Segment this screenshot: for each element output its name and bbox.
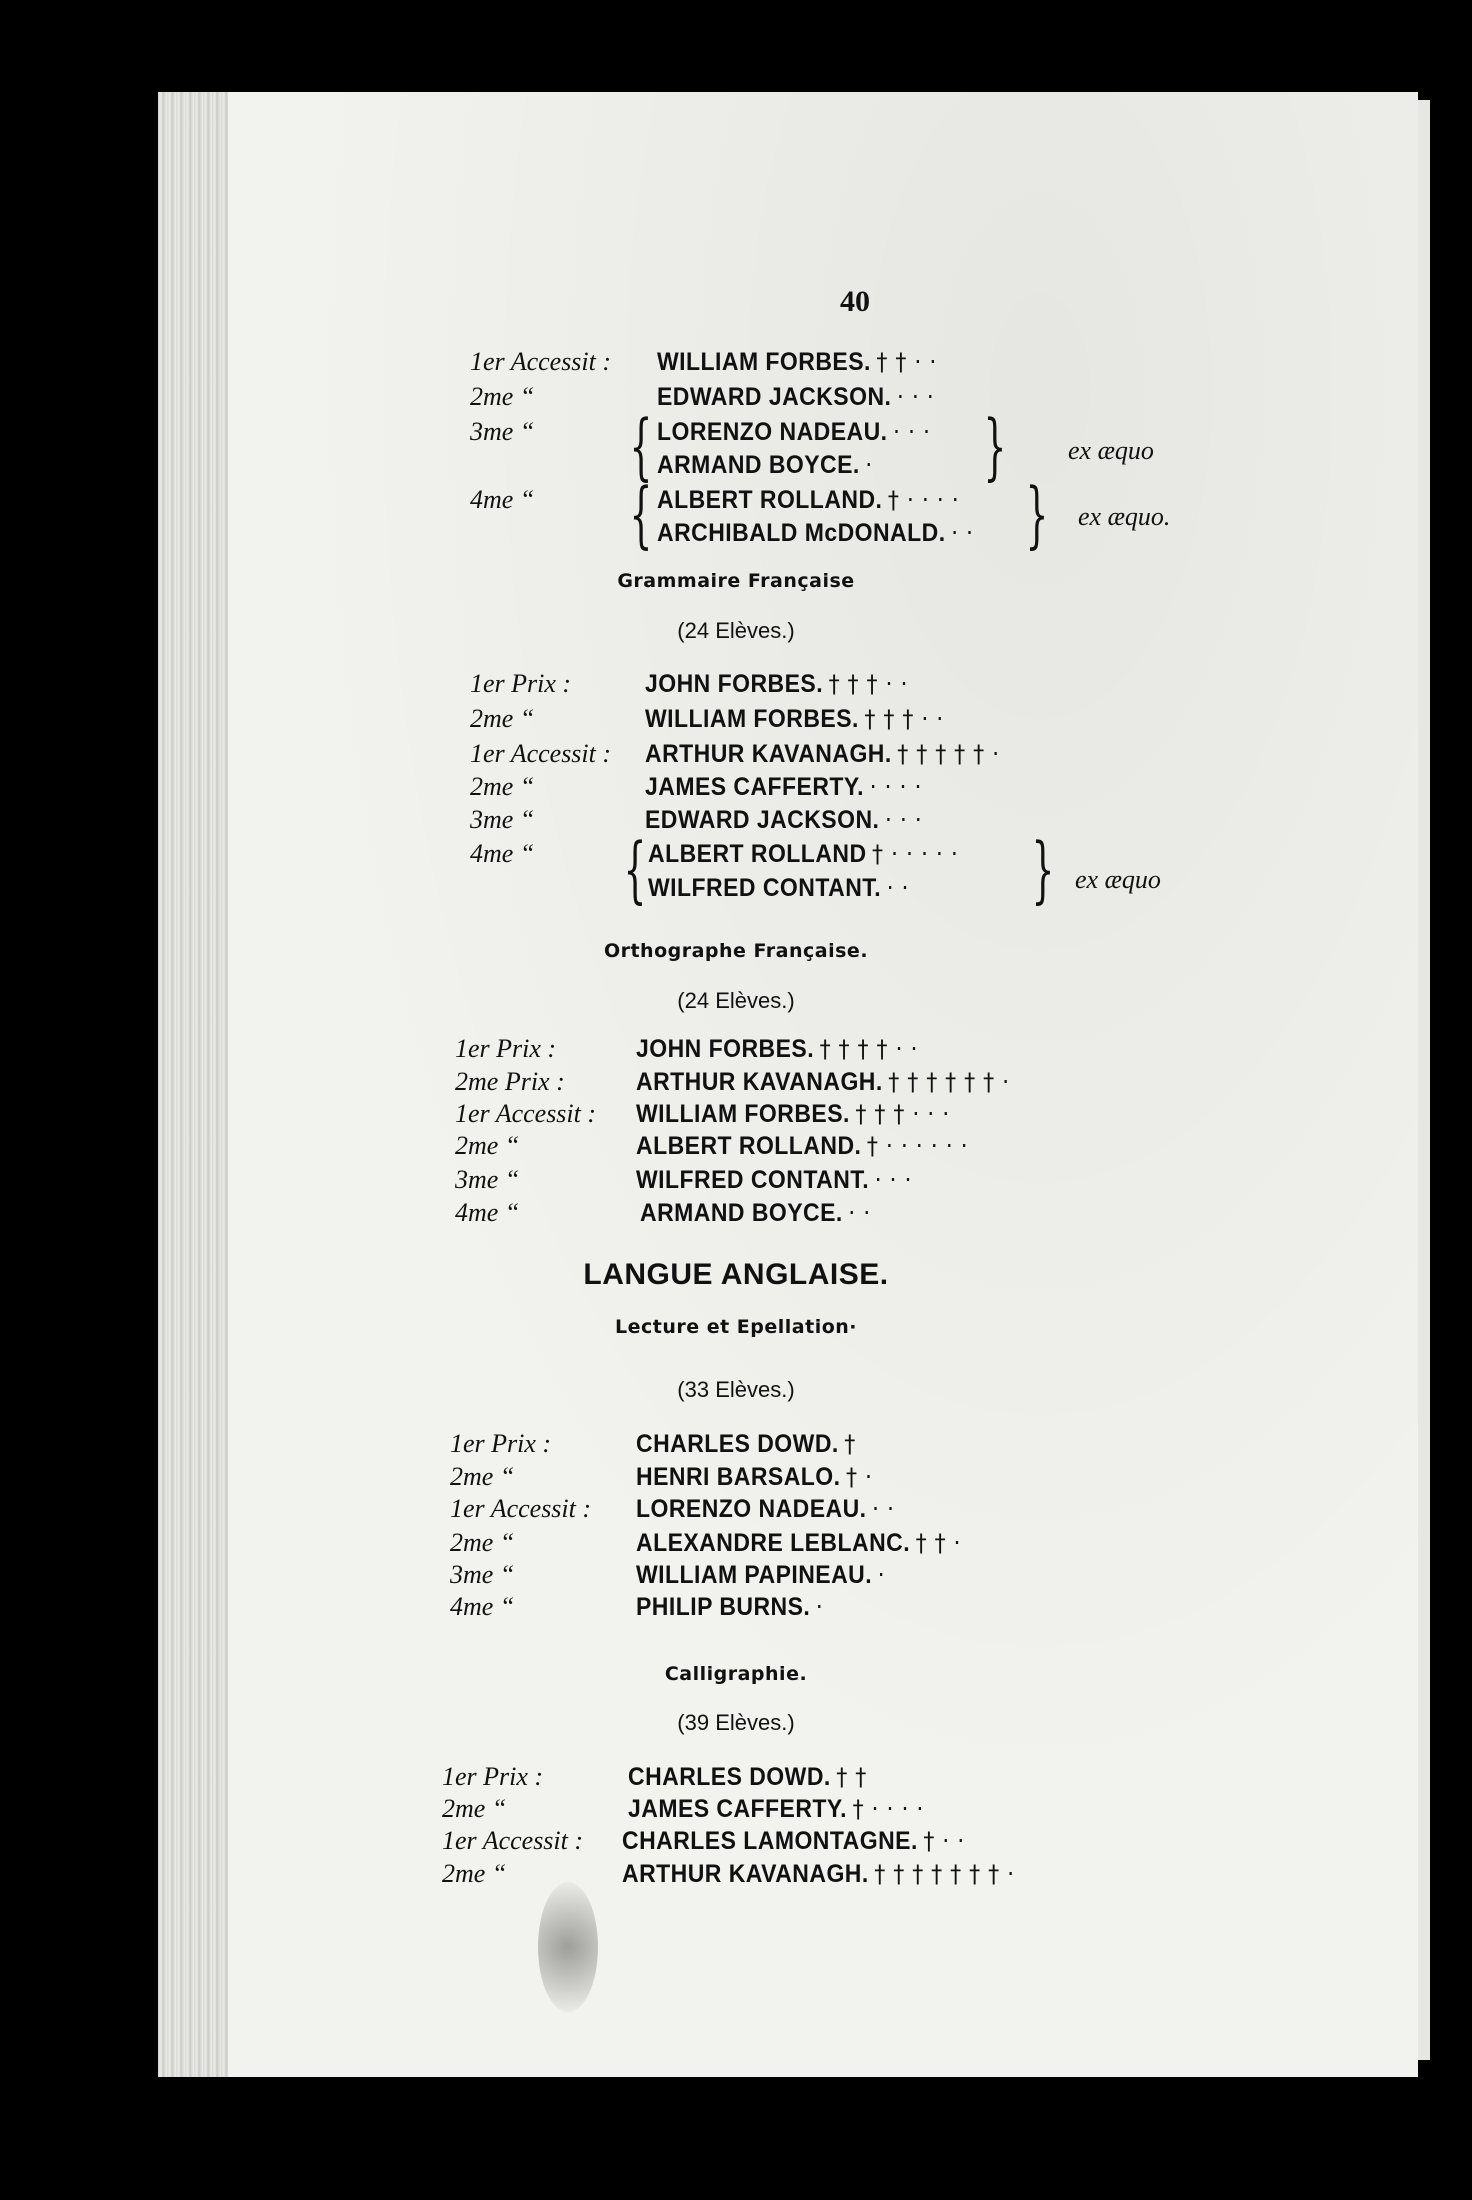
rank-label: 3me “ — [470, 417, 535, 446]
student-name: ARTHUR KAVANAGH. † † † † † † † · — [622, 1860, 1015, 1888]
student-name: ALEXANDRE LEBLANC. † † · — [636, 1529, 962, 1557]
merit-marks: · · · · — [869, 773, 922, 801]
merit-marks: † † † † † · — [897, 740, 1000, 768]
student-name: CHARLES DOWD. † † — [628, 1763, 867, 1791]
merit-marks: · · · — [893, 418, 931, 446]
student-name: EDWARD JACKSON. · · · — [645, 806, 923, 834]
rank-label: 1er Accessit : — [450, 1494, 592, 1523]
adjacent-page-edge — [1418, 100, 1430, 2060]
student-name: WILLIAM FORBES. † † † · · · — [636, 1100, 950, 1128]
merit-marks: · · — [848, 1199, 871, 1227]
student-name: JOHN FORBES. † † † · · — [645, 670, 908, 698]
ex-aequo-note: ex æquo — [1075, 865, 1161, 894]
student-name: ALBERT ROLLAND. † · · · · — [657, 486, 960, 514]
student-name: ALBERT ROLLAND † · · · · · — [648, 840, 959, 868]
rank-label: 2me “ — [450, 1528, 515, 1557]
section-heading-calligraphie: Calligraphie. — [664, 1663, 808, 1685]
student-name: WILLIAM FORBES. † † † · · — [645, 705, 944, 733]
rank-label: 3me “ — [450, 1560, 515, 1589]
student-name: JAMES CAFFERTY. · · · · — [645, 773, 922, 801]
student-count: (39 Elèves.) — [677, 1710, 795, 1735]
binding-edge — [158, 92, 228, 2077]
rank-label: 3me “ — [470, 805, 535, 834]
student-name: JAMES CAFFERTY. † · · · · — [628, 1795, 924, 1823]
student-count: (33 Elèves.) — [677, 1377, 795, 1402]
merit-marks: † · · · · · — [872, 840, 959, 868]
rank-label: 1er Accessit : — [470, 739, 612, 768]
ex-aequo-note: ex æquo. — [1078, 502, 1171, 531]
rank-label: 2me Prix : — [455, 1067, 565, 1096]
student-name: PHILIP BURNS. · — [636, 1593, 824, 1621]
right-brace: } — [983, 404, 1007, 488]
student-name: EDWARD JACKSON. · · · — [657, 383, 935, 411]
student-name: LORENZO NADEAU. · · — [636, 1495, 895, 1523]
merit-marks: † † · — [915, 1529, 962, 1557]
ex-aequo-note: ex æquo — [1068, 436, 1154, 465]
merit-marks: · · · — [884, 806, 923, 834]
section-heading-lecture: Lecture et Epellation· — [614, 1316, 858, 1338]
merit-marks: · · — [872, 1495, 895, 1523]
merit-marks: · · — [886, 874, 910, 902]
rank-label: 4me “ — [470, 485, 535, 514]
merit-marks: † † † · · — [828, 670, 908, 698]
student-name: ARCHIBALD McDONALD. · · — [657, 519, 974, 547]
merit-marks: · · · — [896, 383, 935, 411]
ink-smudge — [538, 1882, 598, 2012]
merit-marks: † † — [836, 1763, 867, 1791]
rank-label: 1er Prix : — [450, 1429, 552, 1458]
student-name: ALBERT ROLLAND. † · · · · · · — [636, 1132, 969, 1160]
student-name: WILLIAM PAPINEAU. · — [636, 1561, 886, 1589]
student-name: WILFRED CONTANT. · · · — [636, 1166, 912, 1194]
rank-label: 2me “ — [470, 704, 535, 733]
student-name: ARTHUR KAVANAGH. † † † † † · — [645, 740, 1000, 768]
merit-marks: † · · · · · · — [866, 1132, 969, 1160]
rank-label: 2me “ — [470, 772, 535, 801]
merit-marks: † † † † · · — [819, 1035, 918, 1063]
merit-marks: · — [865, 451, 873, 479]
merit-marks: † † † † † † · — [888, 1068, 1010, 1096]
student-name: LORENZO NADEAU. · · · — [657, 418, 931, 446]
rank-label: 1er Prix : — [455, 1034, 557, 1063]
student-name: WILLIAM FORBES. † † · · — [657, 348, 937, 376]
merit-marks: · · — [951, 519, 974, 547]
merit-marks: · — [815, 1593, 824, 1621]
student-count: (24 Elèves.) — [677, 988, 795, 1013]
merit-marks: † · — [846, 1463, 873, 1491]
rank-label: 1er Accessit : — [455, 1099, 597, 1128]
merit-marks: † · · — [923, 1827, 965, 1855]
rank-label: 4me “ — [455, 1198, 520, 1227]
section-heading-grammaire: Grammaire Française — [617, 570, 855, 592]
rank-label: 4me “ — [450, 1592, 515, 1621]
right-brace: } — [1025, 472, 1049, 556]
rank-label: 2me “ — [470, 382, 535, 411]
student-name: CHARLES LAMONTAGNE. † · · — [622, 1827, 965, 1855]
student-name: WILFRED CONTANT. · · — [648, 874, 910, 902]
page-number: 40 — [840, 285, 870, 318]
rank-label: 1er Accessit : — [470, 347, 612, 376]
rank-label: 4me “ — [470, 839, 535, 868]
section-heading-orthographe: Orthographe Française. — [603, 940, 869, 962]
merit-marks: † † † · · — [864, 705, 944, 733]
rank-label: 1er Prix : — [442, 1762, 544, 1791]
rank-label: 1er Prix : — [470, 669, 572, 698]
merit-marks: † — [844, 1430, 856, 1458]
rank-label: 2me “ — [442, 1794, 507, 1823]
rank-label: 2me “ — [450, 1462, 515, 1491]
merit-marks: † · · · · — [887, 486, 960, 514]
left-brace: { — [629, 472, 653, 556]
merit-marks: † · · · · — [852, 1795, 924, 1823]
student-name: ARMAND BOYCE. · — [657, 451, 873, 479]
left-brace: { — [623, 827, 647, 911]
merit-marks: · — [877, 1561, 886, 1589]
rank-label: 2me “ — [442, 1859, 507, 1888]
student-name: HENRI BARSALO. † · — [636, 1463, 873, 1491]
merit-marks: † † † · · · — [855, 1100, 950, 1128]
merit-marks: · · · — [874, 1166, 912, 1194]
rank-label: 3me “ — [455, 1165, 520, 1194]
student-name: JOHN FORBES. † † † † · · — [636, 1035, 918, 1063]
rank-label: 1er Accessit : — [442, 1826, 584, 1855]
student-count: (24 Elèves.) — [677, 618, 795, 643]
student-name: ARMAND BOYCE. · · — [640, 1199, 871, 1227]
right-brace: } — [1031, 827, 1055, 911]
merit-marks: † † · · — [876, 348, 937, 376]
section-title-langue-anglaise: LANGUE ANGLAISE. — [583, 1258, 889, 1291]
merit-marks: † † † † † † † · — [874, 1860, 1015, 1888]
student-name: CHARLES DOWD. † — [636, 1430, 856, 1458]
rank-label: 2me “ — [455, 1131, 520, 1160]
left-brace: { — [629, 404, 653, 488]
student-name: ARTHUR KAVANAGH. † † † † † † · — [636, 1068, 1010, 1096]
